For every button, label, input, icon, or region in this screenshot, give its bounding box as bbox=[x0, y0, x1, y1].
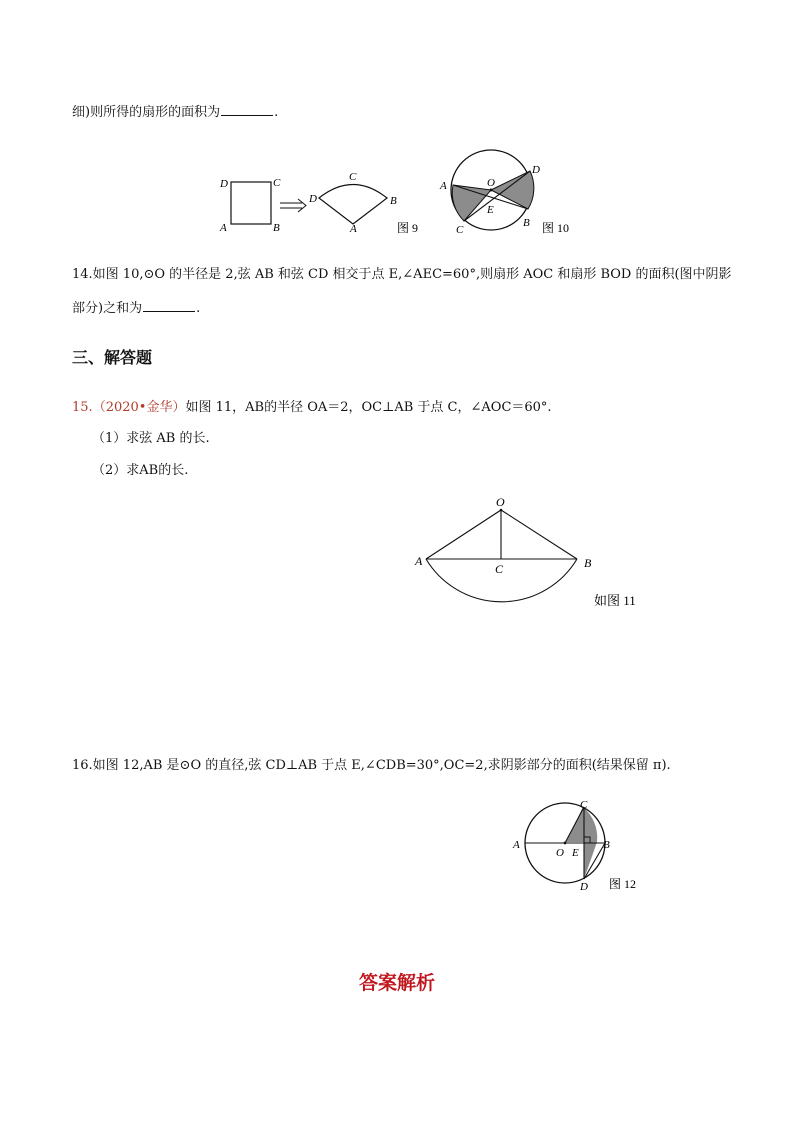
fig12-center-point bbox=[564, 842, 567, 845]
fig12-label-O: O bbox=[556, 847, 564, 859]
q14-answer-blank[interactable] bbox=[143, 299, 195, 312]
q16-text: 16.如图 12,AB 是⊙O 的直径,弦 CD⊥AB 于点 E,∠CDB=30°,OC=2,求阴影部分的面积(结果保留 π). bbox=[72, 758, 671, 773]
fig12-label-A: A bbox=[513, 839, 520, 851]
q15-number: 15. bbox=[72, 400, 93, 415]
fig10-sector-BOD bbox=[491, 171, 534, 209]
fig12-caption: 图 12 bbox=[609, 877, 637, 891]
fig11-label-C: C bbox=[495, 562, 504, 576]
q14-line-2 bbox=[72, 299, 200, 318]
fig10-caption: 图 10 bbox=[542, 221, 570, 235]
fig9-label-A: A bbox=[220, 222, 227, 234]
figure-11 bbox=[410, 490, 660, 615]
fig11-label-O: O bbox=[496, 495, 505, 509]
q15-source: （2020•金华） bbox=[92, 400, 186, 415]
fig10-label-B: B bbox=[523, 217, 530, 229]
fig11-radius-OB bbox=[501, 510, 577, 559]
figure-10 bbox=[438, 145, 588, 245]
figure-12 bbox=[508, 795, 658, 895]
fig11-label-A: A bbox=[415, 554, 423, 568]
q15-part-2: （2）求AB的长. bbox=[92, 463, 189, 478]
fig9-sector-label-A: A bbox=[350, 223, 357, 235]
figure-9 bbox=[210, 165, 440, 245]
fig10-label-E: E bbox=[487, 204, 494, 216]
fig9-sector bbox=[319, 185, 387, 225]
q13-end: . bbox=[274, 105, 279, 120]
fig10-label-C: C bbox=[456, 224, 464, 236]
q13-text bbox=[72, 103, 278, 122]
section-title: 三、解答题 bbox=[72, 348, 153, 367]
fig10-label-D: D bbox=[532, 164, 540, 176]
fig9-label-B: B bbox=[273, 222, 280, 234]
fig9-transform-arrow-icon bbox=[280, 199, 306, 212]
fig11-radius-OA bbox=[426, 510, 501, 559]
q14-end: . bbox=[196, 301, 201, 316]
fig11-caption: 如图 11 bbox=[594, 593, 636, 608]
q15-part-1: （1）求弦 AB 的长. bbox=[92, 431, 210, 446]
fig12-label-D: D bbox=[580, 881, 588, 893]
fig12-label-C: C bbox=[580, 799, 588, 811]
fig11-point-O bbox=[500, 509, 503, 512]
fig11-label-B: B bbox=[584, 556, 592, 570]
q14-text: 部分)之和为 bbox=[72, 301, 143, 316]
q14-line-1: 14.如图 10,⊙O 的半径是 2,弦 AB 和弦 CD 相交于点 E,∠AEC=60°,则扇形 AOC 和扇形 BOD 的面积(图中阴影 bbox=[72, 267, 732, 282]
fig9-sector-label-C: C bbox=[349, 171, 357, 183]
answer-section-title: 答案解析 bbox=[358, 972, 435, 994]
fig9-square bbox=[231, 182, 271, 224]
fig9-sector-label-D: D bbox=[309, 193, 317, 205]
q13-tail: 细)则所得的扇形的面积为 bbox=[72, 105, 221, 120]
q15-text: 如图 11，AB的半径 OA＝2，OC⊥AB 于点 C，∠AOC＝60°. bbox=[185, 400, 552, 415]
fig9-label-C: C bbox=[273, 177, 281, 189]
fig9-label-D: D bbox=[220, 178, 228, 190]
q13-answer-blank[interactable] bbox=[221, 103, 273, 116]
q15-stem bbox=[72, 399, 552, 417]
fig12-label-B: B bbox=[603, 839, 610, 851]
fig12-label-E: E bbox=[572, 847, 579, 859]
fig10-label-A: A bbox=[440, 180, 447, 192]
fig10-label-O: O bbox=[487, 177, 495, 189]
fig9-sector-label-B: B bbox=[390, 195, 397, 207]
fig9-caption: 图 9 bbox=[397, 221, 419, 235]
